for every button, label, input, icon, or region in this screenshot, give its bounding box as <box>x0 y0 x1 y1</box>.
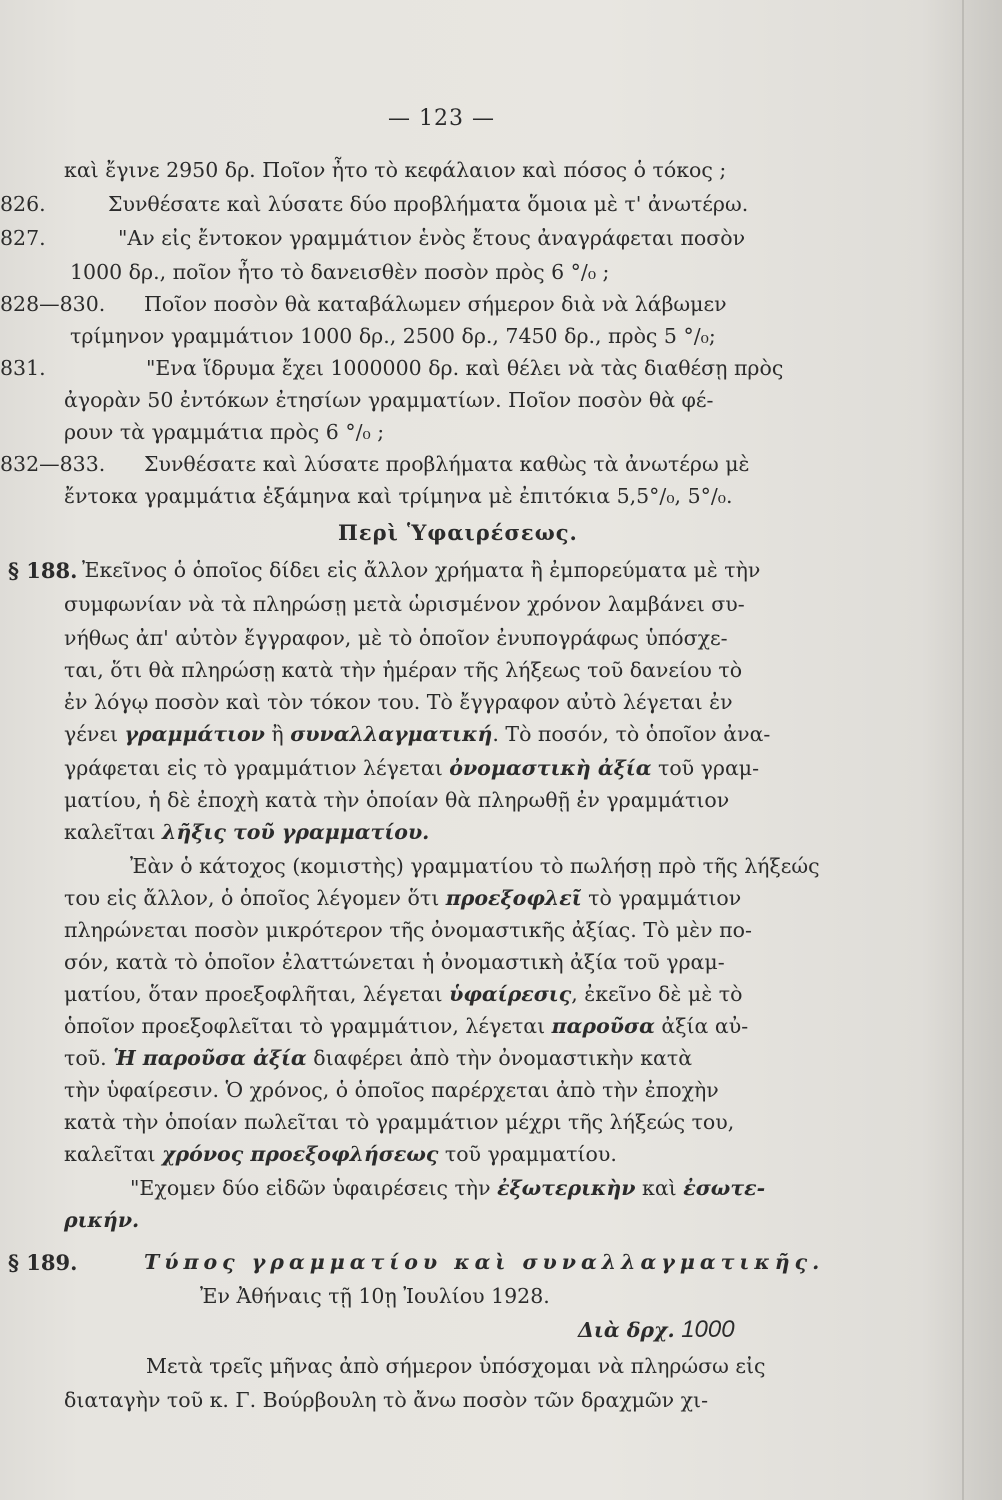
text-line <box>64 1048 692 1069</box>
text-line: τρίμηνον γραμμάτιον 1000 δρ., 2500 δρ., 7450 δρ., πρὸς 5 °/₀; <box>70 324 716 348</box>
text-line <box>64 724 770 745</box>
term-gramatio: γραμμάτιον <box>124 722 265 746</box>
text-line: Συνθέσατε καὶ λύσατε προβλήματα καθὼς τὰ ἀνωτέρω μὲ <box>144 452 750 476</box>
text-run: διαφέρει ἀπὸ τὴν ὀνομαστικὴν κατὰ <box>306 1046 693 1070</box>
term-parousa: παροῦσα <box>551 1014 655 1038</box>
text-run: ὁποῖον προεξοφλεῖται τὸ γραμμάτιον, λέγεται <box>64 1014 552 1038</box>
term-parousa-axia: Ἡ παροῦσα ἀξία <box>113 1046 307 1070</box>
text-run: τοῦ γραμματίου. <box>438 1142 617 1166</box>
text-line <box>64 758 759 779</box>
text-run: ἀξία αὐ- <box>654 1014 749 1038</box>
text-run: τὸ γραμμάτιον <box>581 886 742 910</box>
text-line: πληρώνεται ποσὸν μικρότερον τῆς ὀνομαστικῆς ἀξίας. Τὸ μὲν πο- <box>64 918 752 942</box>
term-onomastiki-axia: ὀνομαστικὴ ἀξία <box>449 756 652 780</box>
text-line <box>130 1178 765 1199</box>
text-line: 1000 δρ., ποῖον ἦτο τὸ δανεισθὲν ποσὸν πρὸς 6 °/₀ ; <box>70 260 610 284</box>
exercise-number: 828—830. <box>0 292 106 316</box>
page-edge-rule <box>962 0 964 1500</box>
text-line: σόν, κατὰ τὸ ὁποῖον ἐλαττώνεται ἡ ὀνομαστικὴ ἀξία τοῦ γραμ- <box>64 950 725 974</box>
text-line: καὶ ἔγινε 2950 δρ. Ποῖον ἦτο τὸ κεφάλαιον καὶ πόσος ὁ τόκος ; <box>64 158 727 182</box>
text-line: "Αν εἰς ἔντοκον γραμμάτιον ἑνὸς ἔτους ἀναγράφεται ποσὸν <box>118 226 746 250</box>
term-lixis: λῆξις τοῦ γραμματίου. <box>162 820 430 844</box>
text-run: καλεῖται <box>64 820 163 844</box>
text-line: συμφωνίαν νὰ τὰ πληρώσῃ μετὰ ὡρισμένον χρόνον λαμβάνει συ- <box>64 592 745 616</box>
text-run: γράφεται εἰς τὸ γραμμάτιον λέγεται <box>64 756 450 780</box>
amount-label: Διὰ δρχ. <box>578 1318 675 1342</box>
section-title: Τύπος γραμματίου καὶ συναλλαγματικῆς. <box>144 1250 825 1274</box>
text-run: του εἰς ἄλλον, ὁ ὁποῖος λέγομεν ὅτι <box>64 886 446 910</box>
section-label: § 189. <box>8 1250 78 1275</box>
text-run: τοῦ. <box>64 1046 114 1070</box>
exercise-number: 827. <box>0 226 46 250</box>
text-line: ρουν τὰ γραμμάτια πρὸς 6 °/₀ ; <box>64 420 385 444</box>
text-line: Μετὰ τρεῖς μῆνας ἀπὸ σήμερον ὑπόσχομαι νὰ πληρώσω εἰς <box>146 1354 766 1378</box>
text-line <box>64 888 741 909</box>
text-line: ται, ὅτι θὰ πληρώσῃ κατὰ τὴν ἡμέραν τῆς λήξεως τοῦ δανείου τὸ <box>64 658 743 682</box>
term-proexoflei: προεξοφλεῖ <box>445 886 582 910</box>
text-line: ματίου, ἡ δὲ ἐποχὴ κατὰ τὴν ὁποίαν θὰ πληρωθῇ ἐν γραμμάτιον <box>64 788 730 812</box>
amount-value: 1000 <box>681 1316 735 1343</box>
text-line <box>64 1016 748 1037</box>
text-line <box>64 822 429 843</box>
text-run: καλεῖται <box>64 1142 163 1166</box>
text-line: ἐν λόγῳ ποσὸν καὶ τὸν τόκον του. Τὸ ἔγγραφον αὐτὸ λέγεται ἐν <box>64 690 733 714</box>
text-line: κατὰ τὴν ὁποίαν πωλεῖται τὸ γραμμάτιον μέχρι τῆς λήξεώς του, <box>64 1110 735 1134</box>
text-line: ρικήν. <box>64 1208 140 1232</box>
text-run: γένει <box>64 722 125 746</box>
exercise-number: 826. <box>0 192 46 216</box>
section-label: § 188. <box>8 558 78 583</box>
text-line: Συνθέσατε καὶ λύσατε δύο προβλήματα ὅμοια μὲ τ' ἀνωτέρω. <box>108 192 749 216</box>
text-line: τὴν ὑφαίρεσιν. Ὁ χρόνος, ὁ ὁποῖος παρέρχεται ἀπὸ τὴν ἐποχὴν <box>64 1078 719 1102</box>
text-line: Ἐὰν ὁ κάτοχος (κομιστὴς) γραμματίου τὸ πωλήσῃ πρὸ τῆς λήξεώς <box>130 854 820 878</box>
text-line: "Ενα ἵδρυμα ἔχει 1000000 δρ. καὶ θέλει νὰ τὰς διαθέσῃ πρὸς <box>146 356 784 380</box>
text-line: διαταγὴν τοῦ κ. Γ. Βούρβουλη τὸ ἄνω ποσὸν τῶν δραχμῶν χι- <box>64 1388 709 1412</box>
term-chronos-proexofliseos: χρόνος προεξοφλήσεως <box>162 1142 439 1166</box>
text-line: νήθως ἀπ' αὐτὸν ἔγγραφον, μὲ τὸ ὁποῖον ἐνυπογράφως ὑπόσχε- <box>64 626 728 650</box>
text-line <box>64 984 742 1005</box>
term-yfairesis: ὑφαίρεσις <box>449 982 572 1006</box>
text-run: ἢ <box>264 722 291 746</box>
text-run: . Τὸ ποσόν, τὸ ὁποῖον ἀνα- <box>492 722 771 746</box>
text-run: "Εχομεν δύο εἰδῶν ὑφαιρέσεις τὴν <box>130 1176 498 1200</box>
text-line: Ποῖον ποσὸν θὰ καταβάλωμεν σήμερον διὰ νὰ λάβωμεν <box>144 292 727 316</box>
page-number: — 123 — <box>388 106 495 131</box>
term-synallagmatiki: συναλλαγματική <box>290 722 493 746</box>
text-run: καὶ <box>635 1176 684 1200</box>
term-esoteriki: ἐσωτε- <box>683 1176 766 1200</box>
text-line: ἀγορὰν 50 ἐντόκων ἐτησίων γραμματίων. Ποῖον ποσὸν θὰ φέ- <box>64 388 714 412</box>
exercise-number: 832—833. <box>0 452 106 476</box>
term-exoteriki: ἐξωτερικὴν <box>497 1176 636 1200</box>
exercise-number: 831. <box>0 356 46 380</box>
text-run: ματίου, ὅταν προεξοφλῆται, λέγεται <box>64 982 450 1006</box>
document-date: Ἐν Ἀθήναις τῇ 10ῃ Ἰουλίου 1928. <box>200 1284 550 1308</box>
amount-line <box>578 1318 735 1342</box>
text-run: , ἐκεῖνο δὲ μὲ τὸ <box>571 982 743 1006</box>
text-line: Ἐκεῖνος ὁ ὁποῖος δίδει εἰς ἄλλον χρήματα ἢ ἐμπορεύματα μὲ τὴν <box>82 558 761 582</box>
section-heading: Περὶ Ὑφαιρέσεως. <box>338 520 578 545</box>
text-line <box>64 1144 617 1165</box>
text-run: τοῦ γραμ- <box>651 756 760 780</box>
text-line: ἔντοκα γραμμάτια ἑξάμηνα καὶ τρίμηνα μὲ ἐπιτόκια 5,5°/₀, 5°/₀. <box>64 484 733 508</box>
